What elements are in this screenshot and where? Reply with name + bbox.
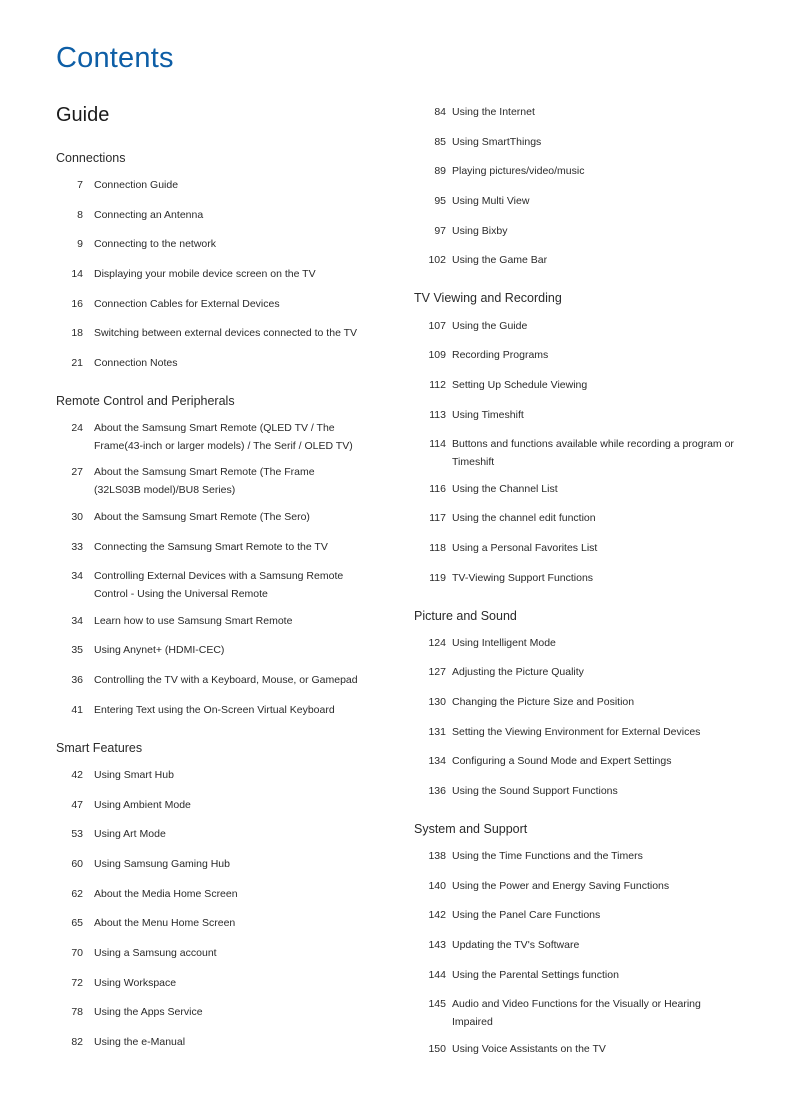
toc-entry[interactable] (56, 420, 362, 455)
page-number: 27 (71, 466, 83, 478)
entry-title: Using the Channel List (452, 483, 558, 495)
entry-title: Connection Guide (94, 179, 179, 191)
entry-title: Entering Text using the On-Screen Virtual Keyboard (94, 704, 335, 716)
page-number: 127 (428, 666, 446, 678)
toc-entry[interactable] (414, 134, 734, 152)
toc-entry[interactable] (414, 347, 734, 365)
entry-title: About the Samsung Smart Remote (The Sero) (94, 511, 310, 523)
entry-title: Connecting to the network (94, 238, 216, 250)
entry-title: Controlling External Devices with a Samsung Remote Control - Using the Universal Remote (94, 570, 344, 600)
page-number: 131 (428, 726, 446, 738)
page-number: 30 (71, 511, 83, 523)
entry-title: Using the e-Manual (94, 1036, 186, 1048)
toc-entry[interactable] (56, 1034, 362, 1052)
toc-entry[interactable] (414, 104, 734, 122)
entry-title: Using Multi View (452, 195, 530, 207)
toc-entry[interactable] (414, 664, 734, 682)
page-number: 117 (429, 512, 446, 524)
entry-title: Using a Personal Favorites List (452, 542, 598, 554)
page-number: 145 (428, 998, 446, 1010)
page-number: 97 (434, 225, 446, 237)
page-number: 41 (71, 704, 83, 716)
section-heading-connections: Connections (56, 151, 126, 165)
entry-title: Connection Cables for External Devices (94, 298, 280, 310)
entry-title: Learn how to use Samsung Smart Remote (94, 615, 293, 627)
toc-entry[interactable] (56, 236, 362, 254)
entry-title: Updating the TV's Software (452, 939, 580, 951)
entry-title: Setting Up Schedule Viewing (452, 379, 588, 391)
page-number: 16 (71, 298, 83, 310)
page-number: 142 (428, 909, 446, 921)
page-number: 14 (71, 268, 83, 280)
page-number: 62 (71, 888, 83, 900)
entry-title: Controlling the TV with a Keyboard, Mouse, or Gamepad (94, 674, 358, 686)
toc-entry[interactable] (56, 325, 362, 343)
toc-entry[interactable] (56, 642, 362, 660)
page-number: 112 (429, 379, 446, 391)
entry-title: Using Workspace (94, 977, 177, 989)
page-number: 70 (71, 947, 83, 959)
page-number: 8 (77, 209, 83, 221)
toc-entry[interactable] (56, 464, 362, 499)
toc-entry[interactable] (414, 848, 734, 866)
page-number: 89 (434, 165, 446, 177)
entry-title: Using the Sound Support Functions (452, 785, 618, 797)
toc-entry[interactable] (56, 266, 362, 284)
entry-title: Using the Time Functions and the Timers (452, 850, 643, 862)
entry-title: Using Bixby (452, 225, 508, 237)
toc-entry[interactable] (414, 318, 734, 336)
toc-entry[interactable] (56, 568, 362, 603)
entry-title: Using Anynet+ (HDMI-CEC) (94, 644, 225, 656)
section-heading-picture-sound: Picture and Sound (414, 609, 517, 623)
entry-title: Using the Panel Care Functions (452, 909, 601, 921)
entry-title: Using Smart Hub (94, 769, 174, 781)
page-number: 150 (428, 1043, 446, 1055)
entry-title: Using a Samsung account (94, 947, 217, 959)
toc-entry[interactable] (414, 436, 734, 471)
page-title: Contents (56, 42, 174, 74)
page-number: 124 (428, 637, 446, 649)
entry-title: Connecting an Antenna (94, 209, 204, 221)
page-number: 113 (429, 409, 446, 421)
page-number: 9 (77, 238, 83, 250)
page-number: 78 (71, 1006, 83, 1018)
page-number: 72 (71, 977, 83, 989)
toc-entry[interactable] (414, 783, 734, 801)
entry-title: Using Samsung Gaming Hub (94, 858, 230, 870)
entry-title: Using the Internet (452, 106, 535, 118)
section-heading-remote-control: Remote Control and Peripherals (56, 394, 235, 408)
page-number: 107 (428, 320, 446, 332)
page-number: 144 (428, 969, 446, 981)
section-heading-tv-viewing: TV Viewing and Recording (414, 291, 562, 305)
guide-title: Guide (56, 104, 110, 126)
toc-entry[interactable] (414, 407, 734, 425)
toc-entry[interactable] (56, 945, 362, 963)
toc-entry[interactable] (414, 1041, 734, 1059)
page-number: 21 (71, 357, 83, 369)
toc-entry[interactable] (56, 355, 362, 373)
entry-title: Connection Notes (94, 357, 178, 369)
toc-entry[interactable] (414, 878, 734, 896)
page-number: 143 (428, 939, 446, 951)
page-number: 84 (434, 106, 446, 118)
entry-title: About the Menu Home Screen (94, 917, 236, 929)
page-number: 24 (71, 422, 83, 434)
entry-title: Using Ambient Mode (94, 799, 191, 811)
entry-title: Recording Programs (452, 349, 549, 361)
toc-entry[interactable] (414, 635, 734, 653)
page-number: 109 (428, 349, 446, 361)
toc-entry[interactable] (56, 886, 362, 904)
entry-title: Using the Parental Settings function (452, 969, 619, 981)
entry-title: Configuring a Sound Mode and Expert Settings (452, 755, 672, 767)
toc-entry[interactable] (56, 767, 362, 785)
entry-title: Using the Apps Service (94, 1006, 203, 1018)
toc-entry[interactable] (414, 540, 734, 558)
entry-title: Using Timeshift (452, 409, 524, 421)
toc-entry[interactable] (56, 672, 362, 690)
toc-entry[interactable] (414, 753, 734, 771)
page-number: 114 (429, 438, 446, 450)
toc-entry[interactable] (414, 163, 734, 181)
entry-title: About the Samsung Smart Remote (The Frame (32LS03B model)/BU8 Series) (94, 466, 315, 496)
entry-title: Switching between external devices connected to the TV (94, 327, 358, 339)
entry-title: Using Intelligent Mode (452, 637, 556, 649)
page-number: 42 (71, 769, 83, 781)
toc-entry[interactable] (56, 296, 362, 314)
page-number: 102 (428, 254, 446, 266)
entry-title: About the Media Home Screen (94, 888, 238, 900)
toc-entry[interactable] (414, 223, 734, 241)
page-number: 65 (71, 917, 83, 929)
page-number: 136 (428, 785, 446, 797)
section-heading-system-support: System and Support (414, 822, 528, 836)
page-number: 60 (71, 858, 83, 870)
entry-title: Connecting the Samsung Smart Remote to the TV (94, 541, 328, 553)
entry-title: Using SmartThings (452, 136, 542, 148)
page-number: 33 (71, 541, 83, 553)
page-number: 116 (429, 483, 446, 495)
entry-title: Setting the Viewing Environment for External Devices (452, 726, 701, 738)
toc-entry[interactable] (56, 975, 362, 993)
toc-entry[interactable] (56, 915, 362, 933)
page-number: 53 (71, 828, 83, 840)
entry-title: About the Samsung Smart Remote (QLED TV / The Frame(43-inch or larger models) / The Serif / OLED TV) (94, 422, 353, 452)
toc-entry[interactable] (414, 996, 734, 1031)
toc-entry[interactable] (414, 252, 734, 270)
page-number: 138 (428, 850, 446, 862)
page-number: 34 (71, 615, 83, 627)
entry-title: Buttons and functions available while recording a program or Timeshift (452, 438, 734, 468)
entry-title: Using Voice Assistants on the TV (452, 1043, 606, 1055)
toc-entry[interactable] (414, 510, 734, 528)
page-number: 34 (71, 570, 83, 582)
section-heading-smart-features: Smart Features (56, 741, 143, 755)
page-number: 47 (71, 799, 83, 811)
toc-entry[interactable] (56, 207, 362, 225)
page-number: 140 (428, 880, 446, 892)
page-number: 134 (428, 755, 446, 767)
toc-entry[interactable] (414, 694, 734, 712)
toc-entry[interactable] (56, 509, 362, 527)
toc-entry[interactable] (56, 177, 362, 195)
page-number: 7 (77, 179, 83, 191)
toc-entry[interactable] (56, 856, 362, 874)
toc-entry[interactable] (56, 702, 362, 720)
toc-entry[interactable] (56, 1004, 362, 1022)
page-number: 119 (429, 572, 446, 584)
toc-entry[interactable] (414, 570, 734, 588)
entry-title: Using the Guide (452, 320, 528, 332)
page-number: 36 (71, 674, 83, 686)
entry-title: Displaying your mobile device screen on the TV (94, 268, 316, 280)
toc-entry[interactable] (414, 193, 734, 211)
page-number: 85 (434, 136, 446, 148)
toc-entry[interactable] (56, 613, 362, 631)
toc-entry[interactable] (414, 377, 734, 395)
toc-entry[interactable] (414, 967, 734, 985)
entry-title: Audio and Video Functions for the Visually or Hearing Impaired (452, 998, 701, 1028)
toc-entry[interactable] (56, 826, 362, 844)
toc-entry[interactable] (414, 937, 734, 955)
toc-entry[interactable] (414, 724, 734, 742)
page-number: 35 (71, 644, 83, 656)
page-number: 82 (71, 1036, 83, 1048)
page-number: 95 (434, 195, 446, 207)
entry-title: Adjusting the Picture Quality (452, 666, 584, 678)
toc-entry[interactable] (414, 481, 734, 499)
entry-title: Using the Power and Energy Saving Functions (452, 880, 670, 892)
entry-title: TV-Viewing Support Functions (452, 572, 594, 584)
page-number: 130 (428, 696, 446, 708)
toc-entry[interactable] (414, 907, 734, 925)
entry-title: Playing pictures/video/music (452, 165, 585, 177)
page-number: 18 (71, 327, 83, 339)
toc-entry[interactable] (56, 539, 362, 557)
entry-title: Changing the Picture Size and Position (452, 696, 635, 708)
page-number: 118 (429, 542, 446, 554)
entry-title: Using the Game Bar (452, 254, 548, 266)
entry-title: Using the channel edit function (452, 512, 596, 524)
entry-title: Using Art Mode (94, 828, 166, 840)
toc-entry[interactable] (56, 797, 362, 815)
